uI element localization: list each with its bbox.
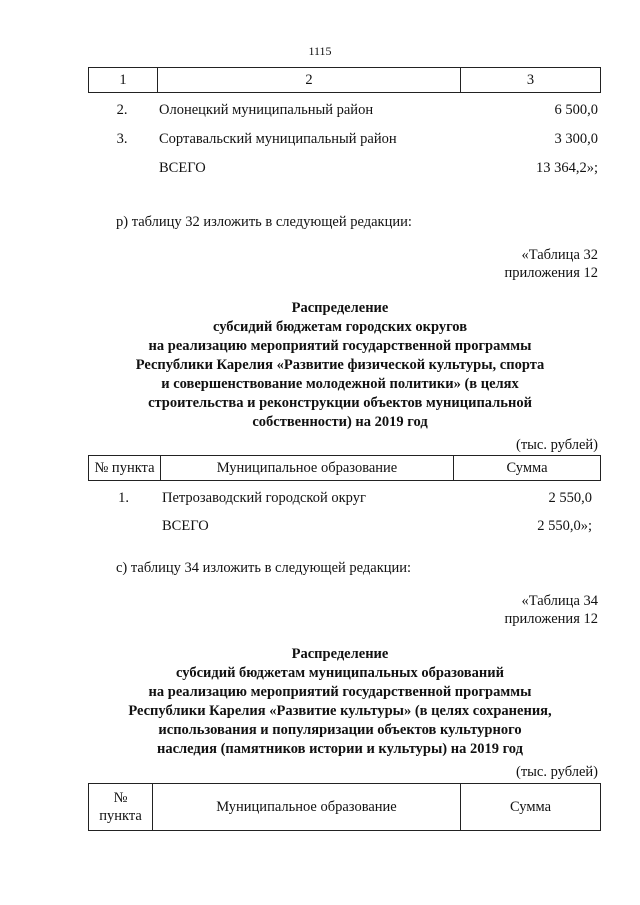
instruction-s: с) таблицу 34 изложить в следующей редакции: [116, 560, 412, 576]
table32-header [88, 455, 601, 481]
table34-ref-line1: «Таблица 34 [521, 593, 598, 609]
table32-header-name: Муниципальное образование [161, 456, 454, 481]
title-line: на реализацию мероприятий государственной программы [148, 684, 532, 700]
title-line: субсидий бюджетам городских округов [212, 319, 468, 335]
table34-header-num-line2: пункта [99, 808, 142, 824]
title-line: строительства и реконструкции объектов муниципальной [148, 395, 532, 411]
top-total-value: 13 364,2»; [535, 160, 598, 176]
top-row-name: Олонецкий муниципальный район [159, 102, 374, 118]
title-line: наследия (памятников истории и культуры) на 2019 год [157, 741, 523, 757]
title-line: использования и популяризации объектов культурного [158, 722, 522, 738]
title-line: и совершенствование молодежной политики» (в целях [161, 376, 519, 392]
top-row-num: 3. [116, 131, 128, 147]
table32-row-value: 2 550,0 [548, 490, 592, 506]
title-line: Распределение [291, 300, 389, 316]
top-row-value: 3 300,0 [554, 131, 598, 147]
table34-header-name: Муниципальное образование [153, 784, 461, 831]
table32-total-value: 2 550,0»; [537, 518, 592, 534]
table34-header-num-line1: № [113, 790, 128, 806]
table34-header-sum: Сумма [461, 784, 601, 831]
table34-ref-line2: приложения 12 [504, 611, 598, 627]
table32-ref-line2: приложения 12 [504, 265, 598, 281]
title-line: Республики Карелия «Развитие физической культуры, спорта [135, 357, 545, 373]
table32-row-name: Петрозаводский городской округ [162, 490, 366, 506]
table32-total-label: ВСЕГО [162, 518, 209, 534]
title-line: субсидий бюджетам муниципальных образований [176, 665, 504, 681]
top-row-value: 6 500,0 [554, 102, 598, 118]
table32-header-num: № пункта [89, 456, 161, 481]
top-row-num: 2. [116, 102, 128, 118]
table34-header [88, 783, 601, 831]
table34-header-num [89, 784, 153, 831]
title-line: Республики Карелия «Развитие культуры» (в целях сохранения, [128, 703, 552, 719]
table34-unit: (тыс. рублей) [516, 764, 598, 780]
top-row-name: Сортавальский муниципальный район [159, 131, 397, 147]
top-header-col-3: 3 [461, 68, 601, 93]
table32-unit: (тыс. рублей) [516, 437, 598, 453]
table32-title [90, 299, 590, 432]
page-number: 1115 [308, 44, 332, 58]
title-line: собственности) на 2019 год [252, 414, 428, 430]
top-header-col-1: 1 [89, 68, 158, 93]
top-total-label: ВСЕГО [159, 160, 206, 176]
table34-title [90, 645, 590, 759]
title-line: на реализацию мероприятий государственной программы [148, 338, 532, 354]
table32-header-sum: Сумма [454, 456, 601, 481]
top-header-col-2: 2 [158, 68, 461, 93]
title-line: Распределение [291, 646, 389, 662]
table32-ref-line1: «Таблица 32 [521, 247, 598, 263]
top-table-header [88, 67, 601, 93]
instruction-r: р) таблицу 32 изложить в следующей редакции: [116, 214, 412, 230]
table32-row-num: 1. [118, 490, 129, 506]
